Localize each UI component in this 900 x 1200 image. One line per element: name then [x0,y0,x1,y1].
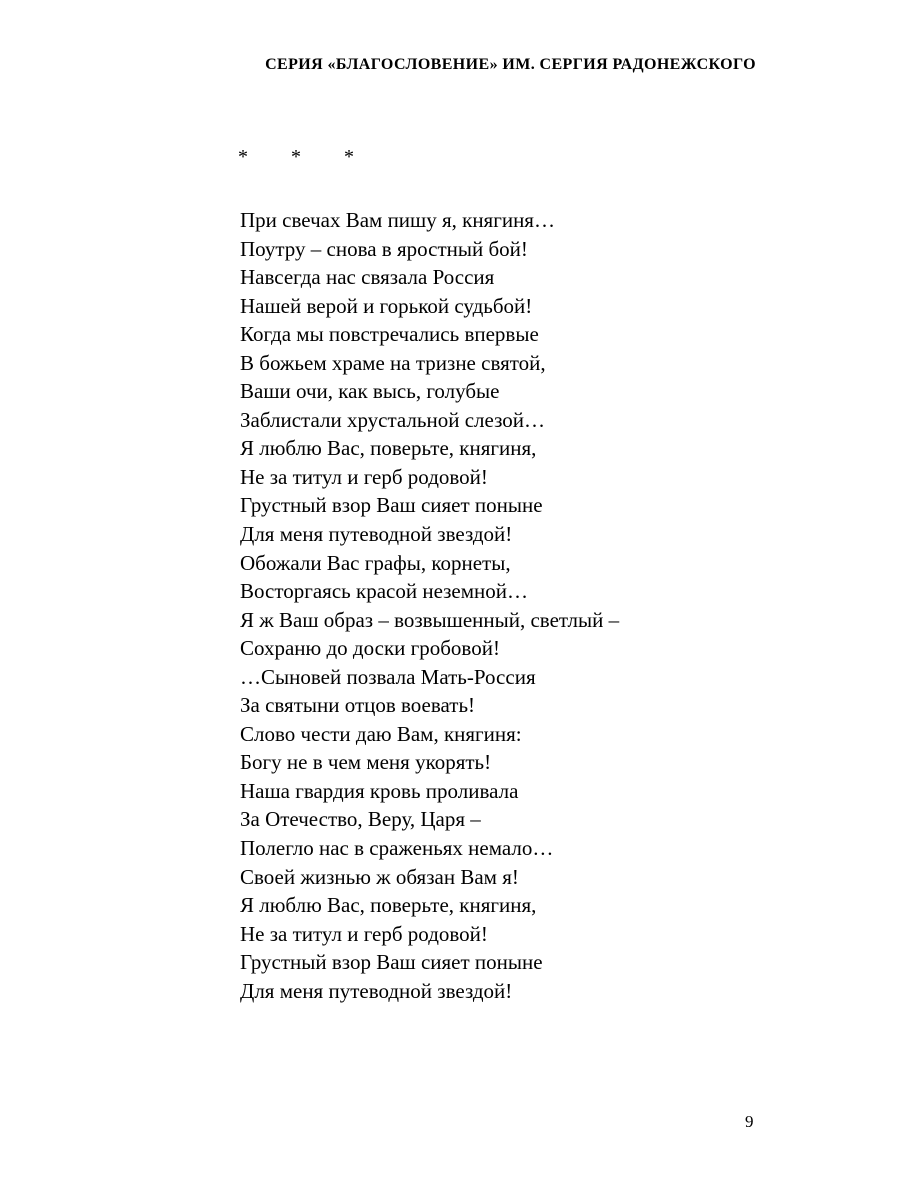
poem-line: За Отечество, Веру, Царя – [240,807,481,832]
separator-asterisk: * [291,146,301,168]
poem-line: Слово чести даю Вам, княгиня: [240,721,522,746]
poem-line: При свечах Вам пишу я, княгиня… [240,208,555,232]
poem-line: Грустный взор Ваш сияет поныне [240,950,543,975]
poem-line: Навсегда нас связала Россия [240,265,495,290]
poem-line: Не за титул и герб родовой! [240,921,488,946]
poem-line: Заблистали хрустальной слезой… [240,407,546,432]
poem-line: …Сыновей позвала Мать-Россия [240,664,536,689]
poem-line: Обожали Вас графы, корнеты, [240,550,511,575]
poem-line: Не за титул и герб родовой! [240,464,488,489]
poem-line: Для меня путеводной звездой! [240,978,513,1003]
poem-line: Нашей верой и горькой судьбой! [240,293,533,318]
poem-line: Поутру – снова в яростный бой! [240,236,528,261]
poem-line: Когда мы повстречались впервые [240,322,539,347]
poem-line: Полегло нас в сраженьях немало… [240,836,554,861]
separator-asterisk: * [344,146,354,168]
section-separator [238,146,354,169]
poem-line: Я ж Ваш образ – возвышенный, светлый – [240,607,620,632]
poem-line: Богу не в чем меня укорять! [240,750,492,775]
running-header: СЕРИЯ «БЛАГОСЛОВЕНИЕ» ИМ. СЕРГИЯ РАДОНЕЖСКОГО [265,56,756,73]
poem-line: Наша гвардия кровь проливала [240,778,519,803]
poem-line: Своей жизнью ж обязан Вам я! [240,864,519,889]
poem-line: Восторгаясь красой неземной… [240,579,529,604]
page-number: 9 [745,1112,754,1131]
poem-line: Я люблю Вас, поверьте, княгиня, [240,893,537,918]
poem-line: За святыни отцов воевать! [240,693,476,718]
poem-line: Я люблю Вас, поверьте, княгиня, [240,436,537,461]
poem-line: Для меня путеводной звездой! [240,522,513,547]
separator-asterisk: * [238,146,248,168]
poem-line: В божьем храме на тризне святой, [240,350,546,375]
poem [240,206,760,1005]
poem-line: Грустный взор Ваш сияет поныне [240,493,543,518]
poem-line: Ваши очи, как высь, голубые [240,379,500,404]
poem-line: Сохраню до доски гробовой! [240,636,500,661]
